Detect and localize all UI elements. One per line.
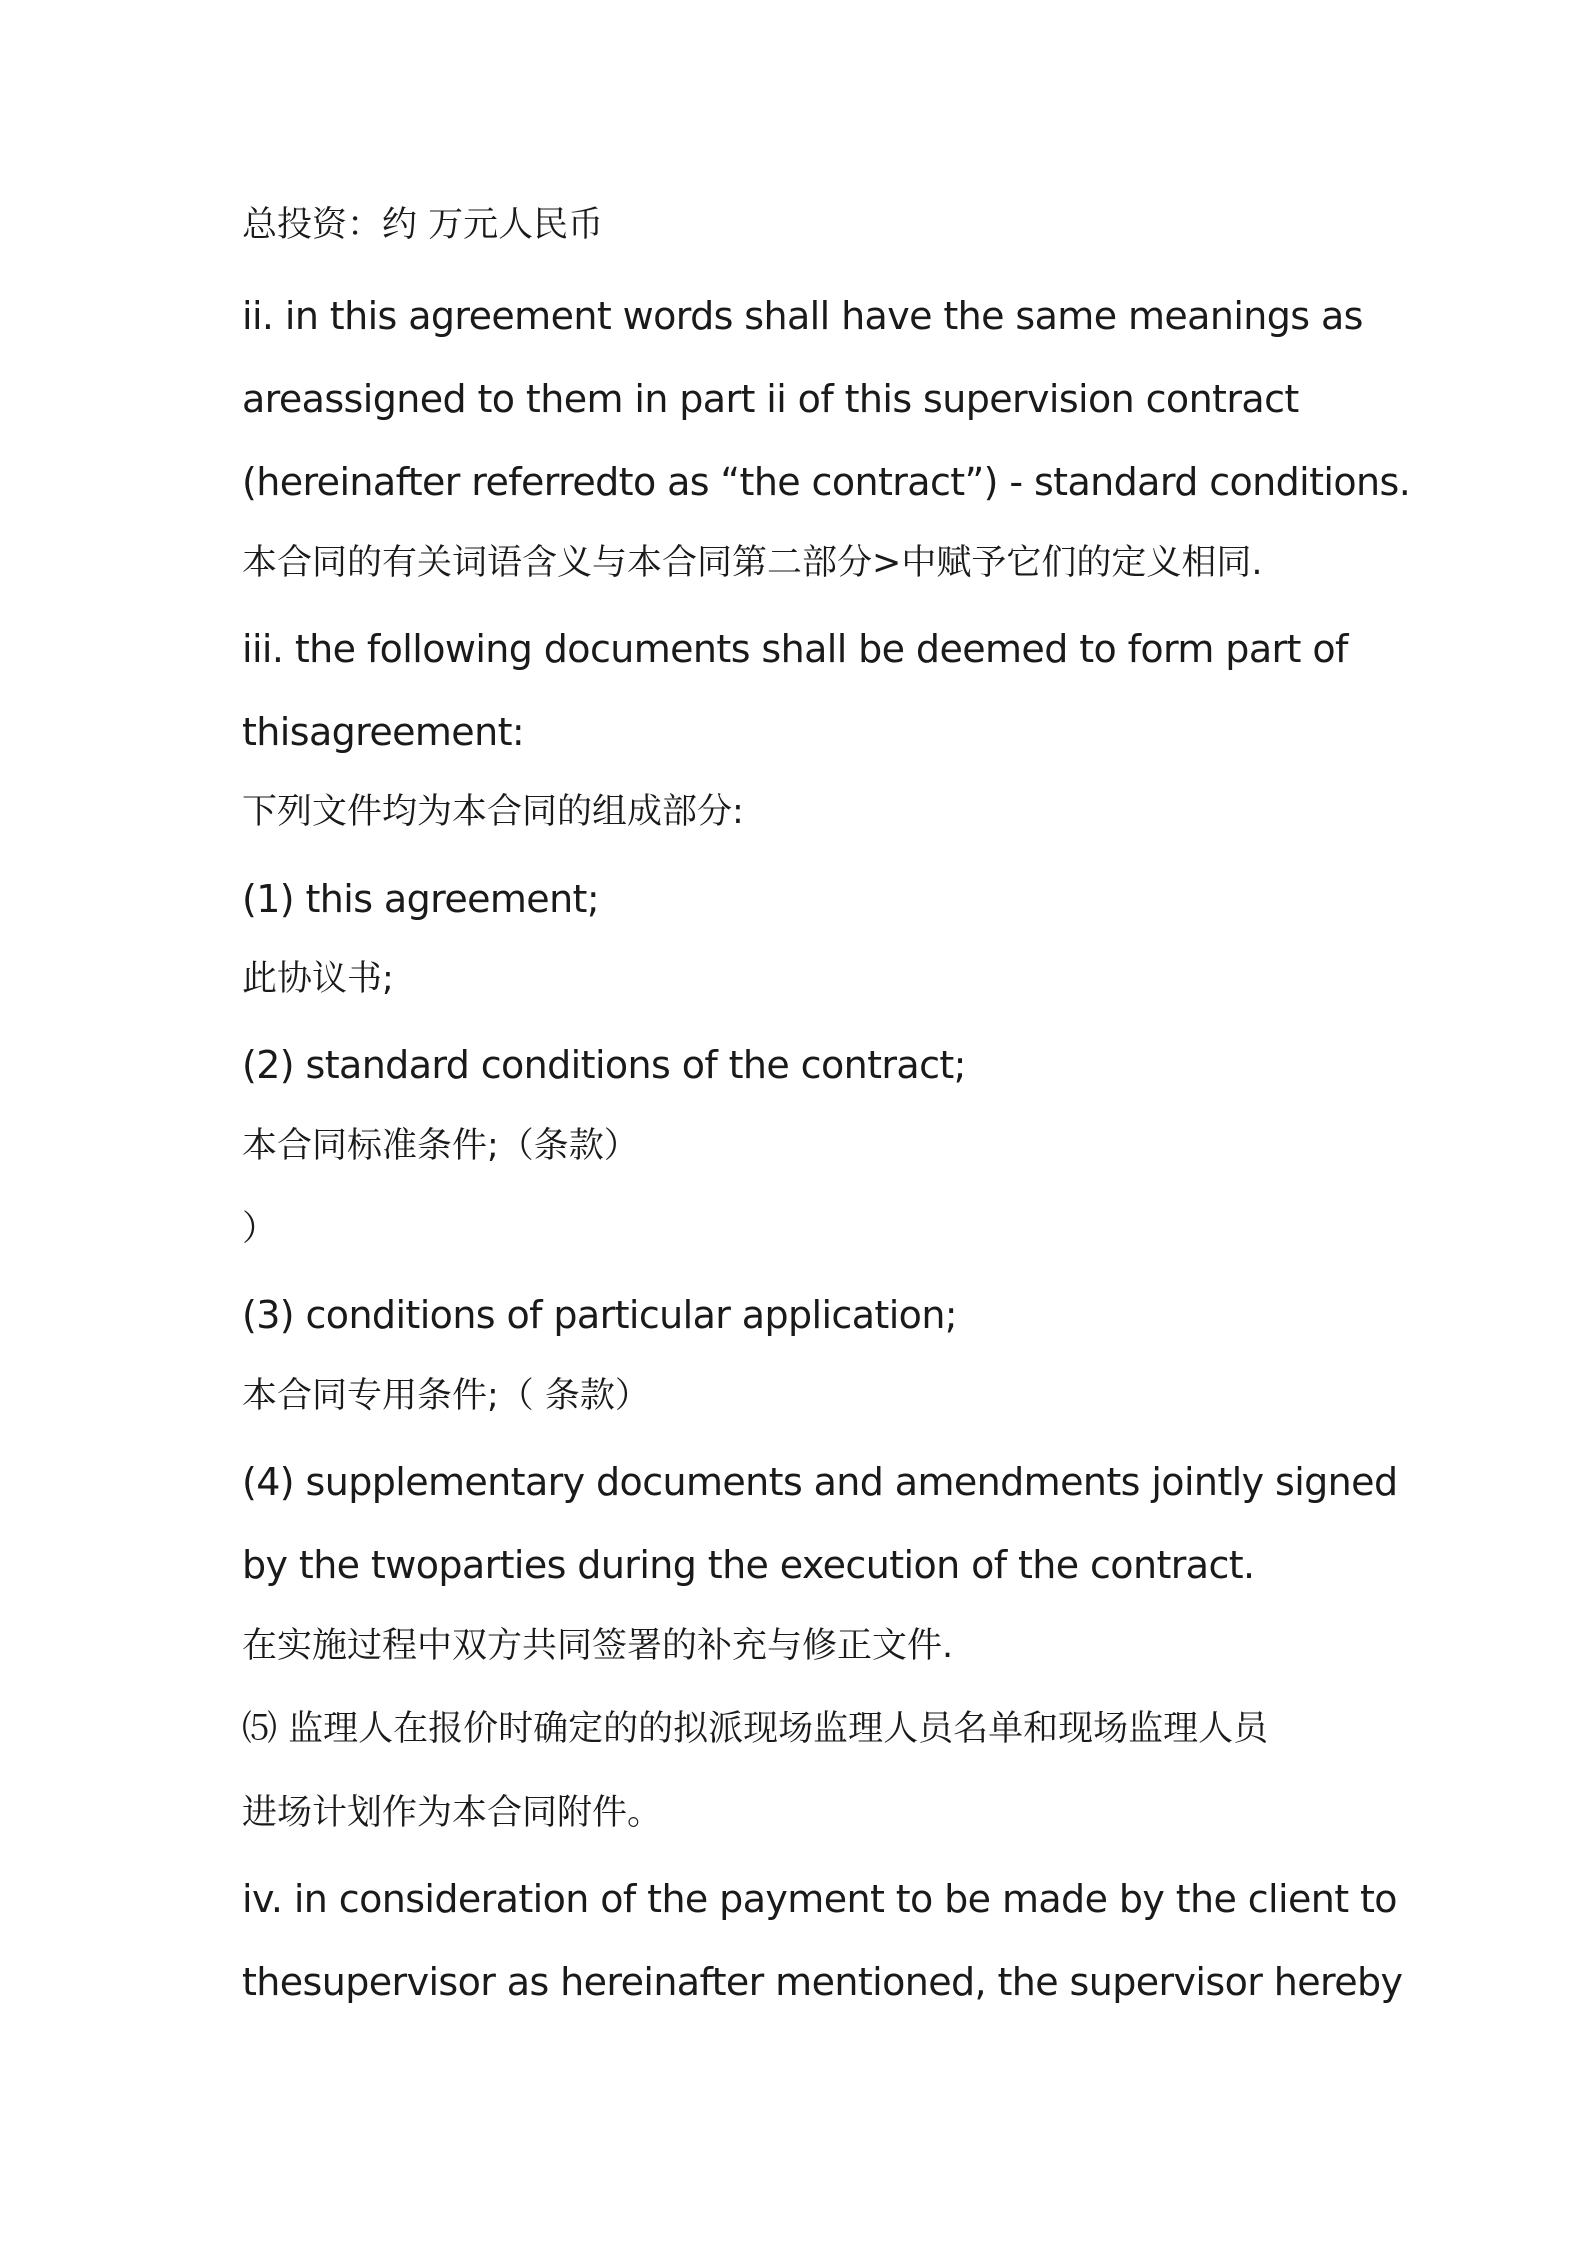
clause-ii-chinese: 本合同的有关词语含义与本合同第二部分>中赋予它们的定义相同.	[242, 543, 1263, 583]
item-4-chinese: 在实施过程中双方共同签署的补充与修正文件.	[242, 1626, 954, 1666]
item-4-english-line-1: (4) supplementary documents and amendments jointly signed	[242, 1460, 1398, 1504]
item-4-english-line-2: by the twoparties during the execution of the contract.	[242, 1543, 1255, 1587]
item-3-chinese: 本合同专用条件;（ 条款）	[242, 1376, 650, 1416]
item-3-english: (3) conditions of particular application;	[242, 1293, 958, 1337]
item-2-chinese-continued: ）	[242, 1209, 278, 1249]
clause-iii-line-2: thisagreement:	[242, 710, 525, 754]
clause-iv-line-1: iv. in consideration of the payment to be made by the client to	[242, 1877, 1397, 1921]
item-2-chinese: 本合同标准条件;（条款）	[242, 1126, 639, 1166]
clause-ii-line-2: areassigned to them in part ii of this supervision contract	[242, 377, 1299, 421]
item-2-english: (2) standard conditions of the contract;	[242, 1043, 966, 1087]
clause-ii-line-3: (hereinafter referredto as “the contract”) - standard conditions.	[242, 460, 1411, 504]
item-1-chinese: 此协议书;	[242, 959, 394, 999]
clause-iii-chinese: 下列文件均为本合同的组成部分:	[242, 792, 744, 832]
clause-iv-line-2: thesupervisor as hereinafter mentioned, the supervisor hereby	[242, 1960, 1403, 2004]
total-investment-line: 总投资：约 万元人民币	[242, 205, 604, 245]
item-5-chinese-line-2: 进场计划作为本合同附件。	[242, 1793, 663, 1833]
clause-iii-line-1: iii. the following documents shall be deemed to form part of	[242, 627, 1348, 671]
item-1-english: (1) this agreement;	[242, 877, 600, 921]
clause-ii-line-1: ii. in this agreement words shall have the same meanings as	[242, 294, 1363, 338]
item-5-chinese-line-1: ⑸ 监理人在报价时确定的的拟派现场监理人员名单和现场监理人员	[242, 1709, 1269, 1749]
